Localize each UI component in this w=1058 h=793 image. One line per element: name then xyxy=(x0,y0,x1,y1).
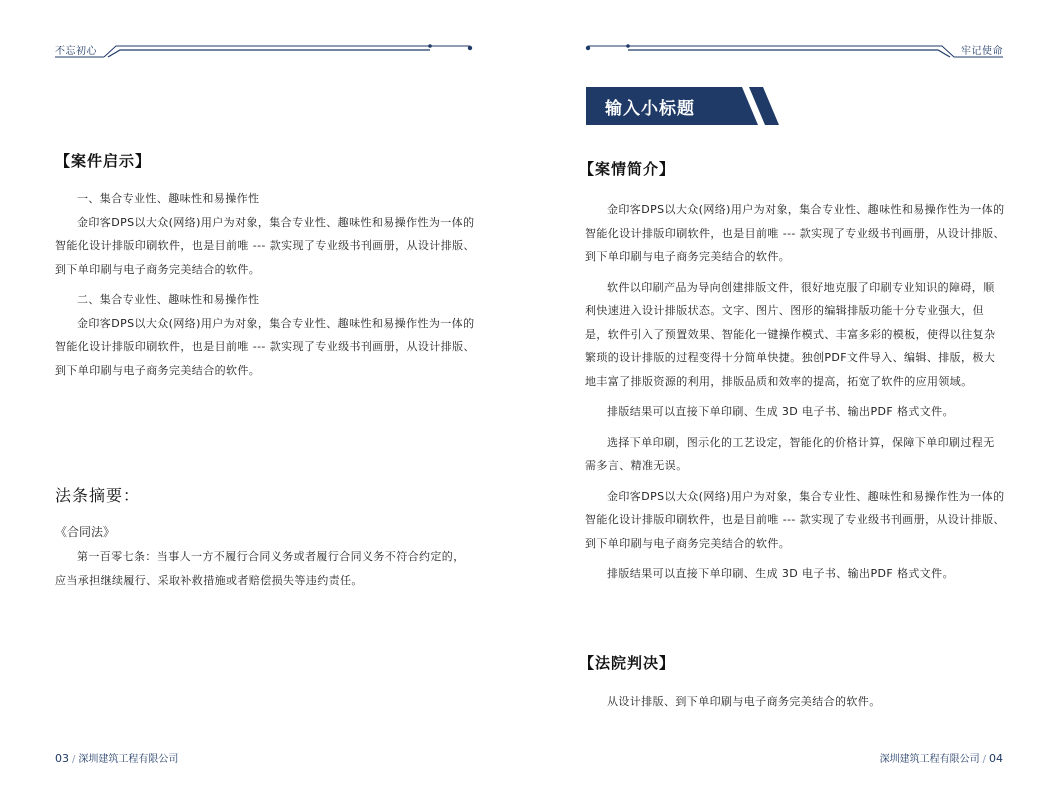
right-page xyxy=(529,0,1058,793)
summary-paragraph: 金印客DPS以大众(网络)用户为对象，集合专业性、趣味性和易操作性为一体的智能化设计排版印刷软件，也是目前唯 --- 款实现了专业级书刊画册，从设计排版、到下单印刷与电子商务完美结合的软件。 xyxy=(585,203,1005,263)
summary-paragraph: 选择下单印刷，图示化的工艺设定，智能化的价格计算，保障下单印刷过程无需多言、精准无误。 xyxy=(585,435,995,472)
case-summary-heading: 【案情简介】 xyxy=(579,160,676,178)
insight-item-1-title: 一、集合专业性、趣味性和易操作性 xyxy=(77,192,260,205)
company-name: 深圳建筑工程有限公司 xyxy=(879,754,980,765)
footer-left: 03 / 深圳建筑工程有限公司 xyxy=(55,752,179,765)
law-summary-heading: 法条摘要： xyxy=(55,486,141,505)
insight-item-1-body: 金印客DPS以大众(网络)用户为对象，集合专业性、趣味性和易操作性为一体的智能化设计排版印刷软件，也是目前唯 --- 款实现了专业级书刊画册，从设计排版、到下单印刷与电子商务完美结合的软件。 xyxy=(55,215,475,276)
verdict-heading: 【法院判决】 xyxy=(579,654,676,672)
law-article-text: 第一百零七条：当事人一方不履行合同义务或者履行合同义务不符合约定的，应当承担继续履行、采取补救措施或者赔偿损失等违约责任。 xyxy=(55,550,465,587)
case-summary-body xyxy=(585,198,1005,593)
verdict-body xyxy=(585,690,1005,714)
law-book-title: 《合同法》 xyxy=(55,525,116,539)
page-number: 03 xyxy=(55,752,69,765)
summary-paragraph: 排版结果可以直接下单印刷、生成 3D 电子书、输出PDF 格式文件。 xyxy=(607,405,954,418)
insight-item-2-body: 金印客DPS以大众(网络)用户为对象，集合专业性、趣味性和易操作性为一体的智能化设计排版印刷软件，也是目前唯 --- 款实现了专业级书刊画册，从设计排版、到下单印刷与电子商务完美结合的软件。 xyxy=(55,316,475,377)
summary-paragraph: 金印客DPS以大众(网络)用户为对象，集合专业性、趣味性和易操作性为一体的智能化设计排版印刷软件，也是目前唯 --- 款实现了专业级书刊画册，从设计排版、到下单印刷与电子商务完美结合的软件。 xyxy=(585,489,1005,550)
page-number: 04 xyxy=(989,752,1003,765)
case-insight-heading: 【案件启示】 xyxy=(55,152,152,170)
case-insight-body xyxy=(55,187,475,389)
footer-right: 深圳建筑工程有限公司 / 04 xyxy=(879,752,1003,765)
summary-paragraph: 软件以印刷产品为导向创建排版文件，很好地克服了印刷专业知识的障碍，顺利快速进入设计排版状态。文字、图片、图形的编辑排版功能十分专业强大，但是，软件引入了预置效果、智能化一键操作模式、丰富多彩的模板，使得以往复杂繁琐的设计排版的过程变得十分简单快捷。独创PDF文件导入、编辑、排版，极大地丰富了排版资源的利用，排版品质和效率的提高，拓宽了软件的应用领域。 xyxy=(585,280,996,388)
banner-title: 输入小标题 xyxy=(605,99,695,119)
company-name: 深圳建筑工程有限公司 xyxy=(78,754,179,765)
summary-paragraph: 排版结果可以直接下单印刷、生成 3D 电子书、输出PDF 格式文件。 xyxy=(607,567,954,580)
verdict-text: 从设计排版、到下单印刷与电子商务完美结合的软件。 xyxy=(607,695,881,708)
header-label: 不忘初心 xyxy=(55,46,97,57)
law-summary-body xyxy=(55,545,475,592)
insight-item-2-title: 二、集合专业性、趣味性和易操作性 xyxy=(77,293,260,306)
header-label: 牢记使命 xyxy=(961,46,1003,57)
